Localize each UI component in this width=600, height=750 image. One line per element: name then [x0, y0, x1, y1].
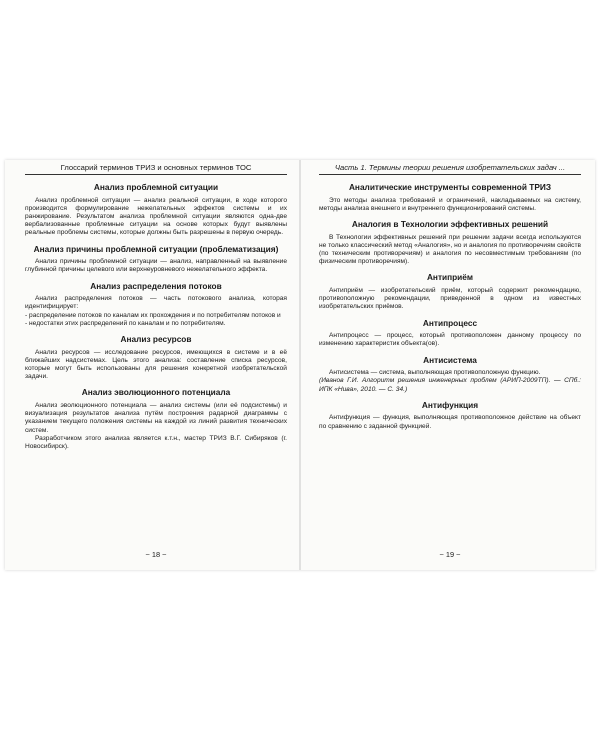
- entry-paragraph: Анализ распределения потоков — часть потокового анализа, которая идентифицирует:: [25, 295, 287, 311]
- left-page-content: [25, 182, 287, 457]
- left-page-number: ~ 18 ~: [145, 550, 167, 559]
- right-page-number: ~ 19 ~: [439, 550, 461, 559]
- entry-title: Антипроцесс: [422, 317, 478, 328]
- entry-title: Аналитические инструменты современной ТРИЗ: [348, 182, 552, 192]
- entry-title: Анализ проблемной ситуации: [93, 182, 219, 192]
- entry-paragraph: Антиприём — изобретательский приём, который содержит рекомендацию, противоположную рекомендации, приведенной в одном из известных изобретательских приёмов.: [319, 287, 581, 311]
- entry-title: Анализ ресурсов: [120, 334, 192, 345]
- glossary-entry: [25, 182, 287, 238]
- entry-paragraph: Анализ причины проблемной ситуации — анализ, направленный на выявление глубинной причины целевого или верхнеуровневого нежелательного эффекта.: [25, 258, 287, 274]
- glossary-entry: [25, 334, 287, 381]
- glossary-entry: [319, 219, 581, 266]
- glossary-entry: [319, 400, 581, 431]
- entry-paragraph: Анализ проблемной ситуации — анализ реальной ситуации, в ходе которого производится формулирование нежелательных эффектов системы и их ранжирование. Результатом анализа проблемной ситуации являются одна-две вербализованные проблемные ситуации на основе которых будут выявлены реальные проблемы системы, которые должны быть разрешены в первую очередь.: [25, 196, 287, 237]
- entry-title: Анализ причины проблемной ситуации (проблематизация): [33, 243, 279, 254]
- glossary-entry: [25, 244, 287, 275]
- entry-paragraph: Анализ ресурсов — исследование ресурсов, имеющихся в системе и в её ближайших надсистемах. Цель этого анализа: составление списка ресурсов, которые могут быть использованы для решения конкретной изобретательской задачи.: [25, 348, 287, 381]
- glossary-entry: [319, 355, 581, 394]
- entry-paragraph: Разработчиком этого анализа является к.т.н., мастер ТРИЗ В.Г. Сибиряков (г. Новосибирск).: [25, 434, 287, 451]
- entry-paragraph: В Технологии эффективных решений при решении задачи всегда используются не только классический метод «Аналогия», но и аналогия по противоречиям свойств (по техническим противоречиям) и аналогия по несовместимым требованиям (по физическим противоречиям).: [319, 233, 581, 266]
- entry-paragraph: Антипроцесс — процесс, который противоположен данному процессу по изменению характеристик объекта(ов).: [319, 332, 581, 348]
- entry-paragraph: Антифункция — функция, выполняющая противоположное действие на объект по сравнению с заданной функцией.: [319, 414, 581, 430]
- glossary-entry: [25, 281, 287, 328]
- entry-paragraph: Антисистема — система, выполняющая противоположную функцию.: [329, 369, 541, 377]
- entry-paragraph: Анализ эволюционного потенциала — анализ системы (или её подсистемы) и визуализация результатов анализа путём построения радарной диаграммы с указанием текущего положения системы на каждой из линий развития технических систем.: [25, 402, 287, 434]
- left-page: [25, 160, 287, 570]
- glossary-entry: [319, 272, 581, 311]
- entry-title: Анализ эволюционного потенциала: [81, 387, 231, 398]
- entry-title: Антиприём: [426, 272, 474, 283]
- right-running-head: Часть 1. Термины теории решения изобретательских задач ...: [319, 163, 581, 175]
- entry-title: Анализ распределения потоков: [90, 280, 222, 291]
- left-running-head: Глоссарий терминов ТРИЗ и основных терминов ТОС: [25, 163, 287, 175]
- entry-title: Аналогия в Технологии эффективных решений: [351, 219, 549, 229]
- book-gutter: [299, 160, 301, 570]
- entry-title: Антифункция: [421, 399, 479, 410]
- entry-list-item: - распределение потоков по каналам их прохождения и по потребителям потоков и: [25, 311, 281, 319]
- glossary-entry: [319, 318, 581, 349]
- book-spread: [5, 160, 595, 570]
- glossary-entry: [319, 182, 581, 213]
- entry-paragraph: Это методы анализа требований и ограничений, накладываемых на систему, методы анализа внешнего и внутреннего функционирований системы.: [319, 196, 581, 212]
- entry-list-item: - недостатки этих распределений по каналам и по потребителям.: [25, 319, 226, 327]
- right-page-content: [319, 182, 581, 437]
- right-page: [319, 160, 581, 570]
- entry-title: Антисистема: [423, 354, 477, 365]
- glossary-entry: [25, 387, 287, 451]
- entry-reference: (Иванов Г.И. Алгоритм решения инженерных проблем (АРИП-2009ТП). — СПб.: ИПК «Нива», 2010. — С. 34.): [319, 377, 581, 393]
